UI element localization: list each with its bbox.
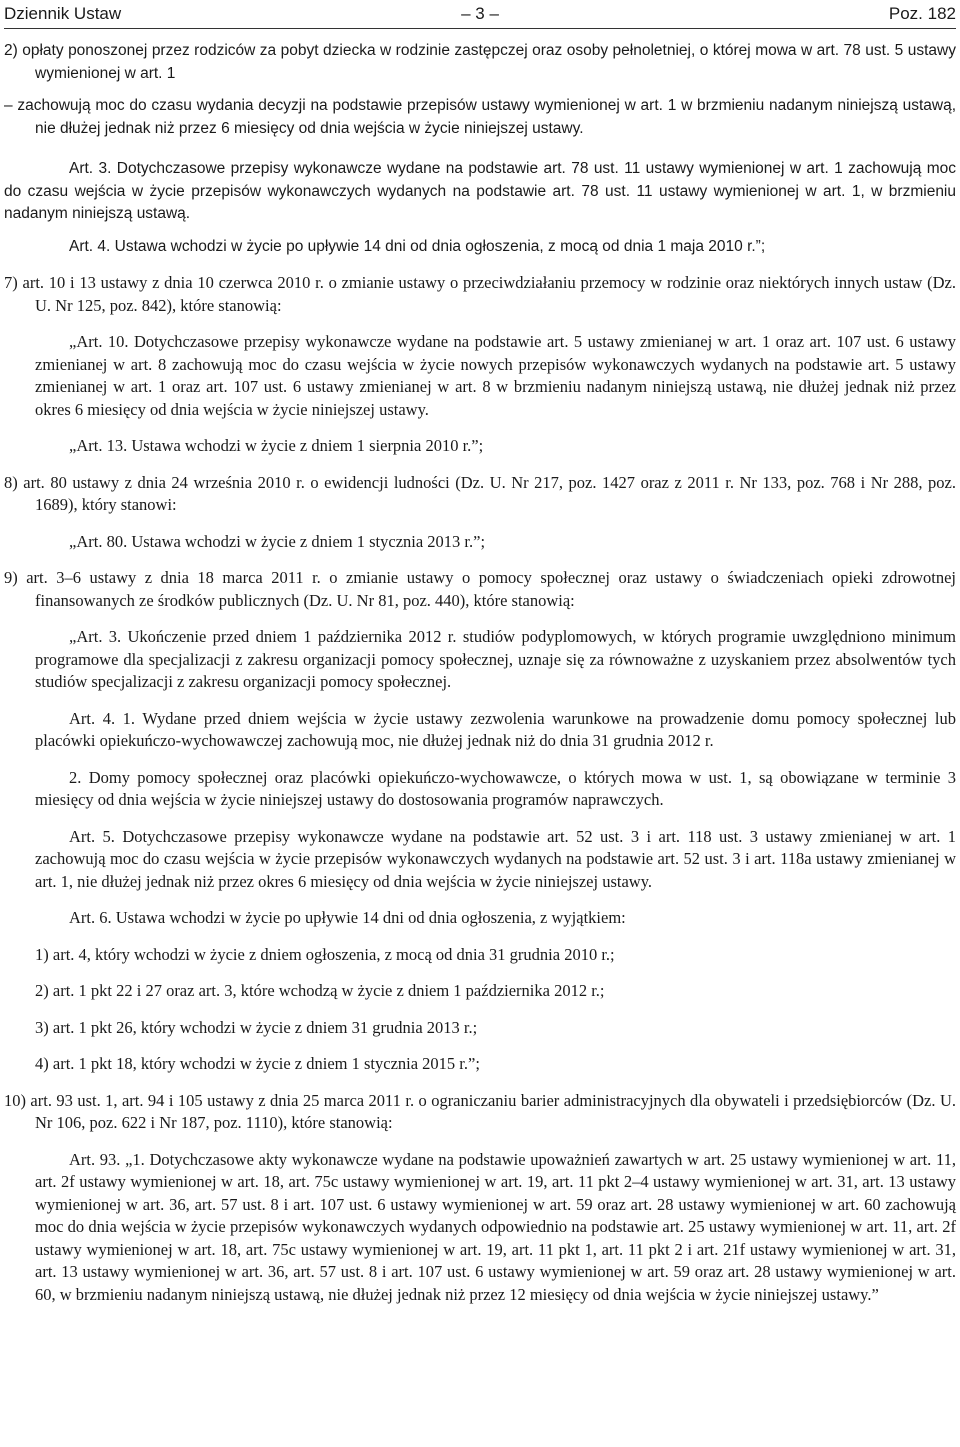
art-6-item-1: 1) art. 4, który wchodzi w życie z dniem ogłoszenia, z mocą od dnia 31 grudnia 2010 r.;: [35, 944, 615, 964]
art-6-item-3: 3) art. 1 pkt 26, który wchodzi w życie z dniem 31 grudnia 2013 r.;: [35, 1017, 478, 1037]
art-3-paragraph: Art. 3. Dotychczasowe przepisy wykonawcze wydane na podstawie art. 78 ust. 11 ustawy wymienionej w art. 1 zachowują moc do czasu wejścia w życie przepisów wykonawczych wydanych na podstawie art. 78 ust. 11 ustawy wymienionej w art. 1, w brzmieniu nadanym niniejszą ustawą.: [4, 160, 956, 222]
list-item-9: 9) art. 3–6 ustawy z dnia 18 marca 2011 r. o zmianie ustawy o pomocy społecznej oraz ustawy o świadczeniach opieki zdrowotnej finansowanych ze środków publicznych (Dz. U. Nr 81, poz. 440), które stanowią:: [4, 568, 956, 610]
list-item-7: 7) art. 10 i 13 ustawy z dnia 10 czerwca 2010 r. o zmianie ustawy o przeciwdziałaniu przemocy w rodzinie oraz niektórych innych ustaw (Dz. U. Nr 125, poz. 842), które stanowią:: [4, 273, 956, 315]
quote-art-93: Art. 93. „1. Dotychczasowe akty wykonawcze wydane na podstawie upoważnień zawartych w art. 25 ustawy wymienionej w art. 11, art. 2f ustawy wymienionej w art. 18, art. 75c ustawy wymienionej w art. 19, art. 11 pkt 2–4 ustawy wymienionej w art. 31, art. 13 ustawy wymienionej w art. 36, art. 57 ust. 8 i art. 107 ust. 6 ustawy wymienionej w art. 59 oraz art. 28 ustawy wymienionej w art. 60 zachowują moc do dnia wejścia w życie przepisów wykonawczych wydanych odpowiednio na podstawie art. 25 ustawy wymienionej w art. 11, art. 2f ustawy wymienionej w art. 18, art. 75c ustawy wymienionej w art. 19, art. 11 pkt 1, art. 11 pkt 2 i art. 21f ustawy wymienionej w art. 31, art. 13 ustawy wymienionej w art. 36, art. 57 ust. 8 i art. 107 ust. 6 ustawy wymienionej w art. 59 oraz art. 28 ustawy wymienionej w art. 60, w brzmieniu nadanym niniejszą ustawą, nie dłużej jednak niż przez 12 miesięcy od dnia wejścia w życie niniejszej ustawy.”: [35, 1149, 956, 1304]
quote-art-80: „Art. 80. Ustawa wchodzi w życie z dniem 1 stycznia 2013 r.”;: [69, 531, 486, 551]
quote-art-13: „Art. 13. Ustawa wchodzi w życie z dniem 1 sierpnia 2010 r.”;: [69, 436, 484, 455]
list-item-8: 8) art. 80 ustawy z dnia 24 września 2010 r. o ewidencji ludności (Dz. U. Nr 217, poz. 1427 oraz z 2011 r. Nr 133, poz. 768 i Nr 288, poz. 1689), który stanowi:: [4, 472, 956, 514]
art-6-item-4: 4) art. 1 pkt 18, który wchodzi w życie z dniem 1 stycznia 2015 r.”;: [35, 1054, 480, 1073]
list-item-2: 2) opłaty ponoszonej przez rodziców za pobyt dziecka w rodzinie zastępczej oraz osoby pełnoletniej, o której mowa w art. 78 ust. 5 ustawy wymienionej w art. 1: [4, 42, 956, 82]
page-number: – 3 –: [461, 4, 499, 23]
page-header: [4, 2, 956, 26]
header-rule: [4, 28, 956, 29]
quote-art-5: Art. 5. Dotychczasowe przepisy wykonawcze wydane na podstawie art. 52 ust. 3 i art. 118 ust. 3 ustawy zmienianej w art. 1 zachowują moc do czasu wejścia w życie przepisów wykonawczych wydanych na podstawie art. 52 ust. 3 i art. 118a ustawy zmienianej w art. 1, nie dłużej jednak niż przez okres 6 miesięcy od dnia wejścia w życie niniejszej ustawy.: [35, 826, 956, 891]
position-number: Poz. 182: [888, 4, 956, 23]
art-4-paragraph: Art. 4. Ustawa wchodzi w życie po upływie 14 dni od dnia ogłoszenia, z mocą od dnia 1 maja 2010 r.”;: [69, 237, 766, 255]
quote-art-10: „Art. 10. Dotychczasowe przepisy wykonawcze wydane na podstawie art. 5 ustawy zmienianej w art. 1 oraz art. 107 ust. 6 ustawy zmienianej w art. 8 zachowują moc do czasu wejścia w życie nowych przepisów wykonawczych wydanych na podstawie art. 5 ustawy zmienianej w art. 1 oraz art. 107 ust. 6 ustawy zmienianej w art. 8 w brzmieniu nadanym niniejszą ustawą, nie dłużej jednak niż przez okres 6 miesięcy od dnia wejścia w życie niniejszej ustawy.: [35, 332, 956, 419]
art-6-item-2: 2) art. 1 pkt 22 i 27 oraz art. 3, które wchodzą w życie z dniem 1 października 2012 r.;: [35, 981, 605, 1000]
closing-clause: – zachowują moc do czasu wydania decyzji na podstawie przepisów ustawy wymienionej w art. 1 w brzmieniu nadanym niniejszą ustawą, nie dłużej jednak niż przez 6 miesięcy od dnia wejścia w życie niniejszej ustawy.: [4, 97, 956, 137]
document-body: [4, 40, 956, 1306]
quote-art-4-1: Art. 4. 1. Wydane przed dniem wejścia w życie ustawy zezwolenia warunkowe na prowadzenie domu pomocy społecznej lub placówki opiekuńczo-wychowawczej zachowują moc, nie dłużej jednak niż do dnia 31 grudnia 2012 r.: [35, 708, 956, 750]
quote-art-6: Art. 6. Ustawa wchodzi w życie po upływie 14 dni od dnia ogłoszenia, z wyjątkiem:: [69, 908, 626, 927]
list-item-10: 10) art. 93 ust. 1, art. 94 i 105 ustawy z dnia 25 marca 2011 r. o ograniczaniu barier administracyjnych dla obywateli i przedsiębiorców (Dz. U. Nr 106, poz. 622 i Nr 187, poz. 1110), które stanowią:: [4, 1090, 956, 1132]
journal-title: Dziennik Ustaw: [4, 4, 122, 23]
quote-art-4-2: 2. Domy pomocy społecznej oraz placówki opiekuńczo-wychowawcze, o których mowa w ust. 1, są obowiązane w terminie 3 miesięcy od dnia wejścia w życie niniejszej ustawy do dostosowania programów naprawczych.: [35, 767, 956, 809]
quote-art-3: „Art. 3. Ukończenie przed dniem 1 października 2012 r. studiów podyplomowych, w których programie uwzględniono minimum programowe dla specjalizacji z zakresu organizacji pomocy społecznej, uznaje się za równoważne z uzyskaniem przez absolwentów tych studiów specjalizacji z zakresu organizacji pomocy społecznej.: [35, 627, 956, 691]
